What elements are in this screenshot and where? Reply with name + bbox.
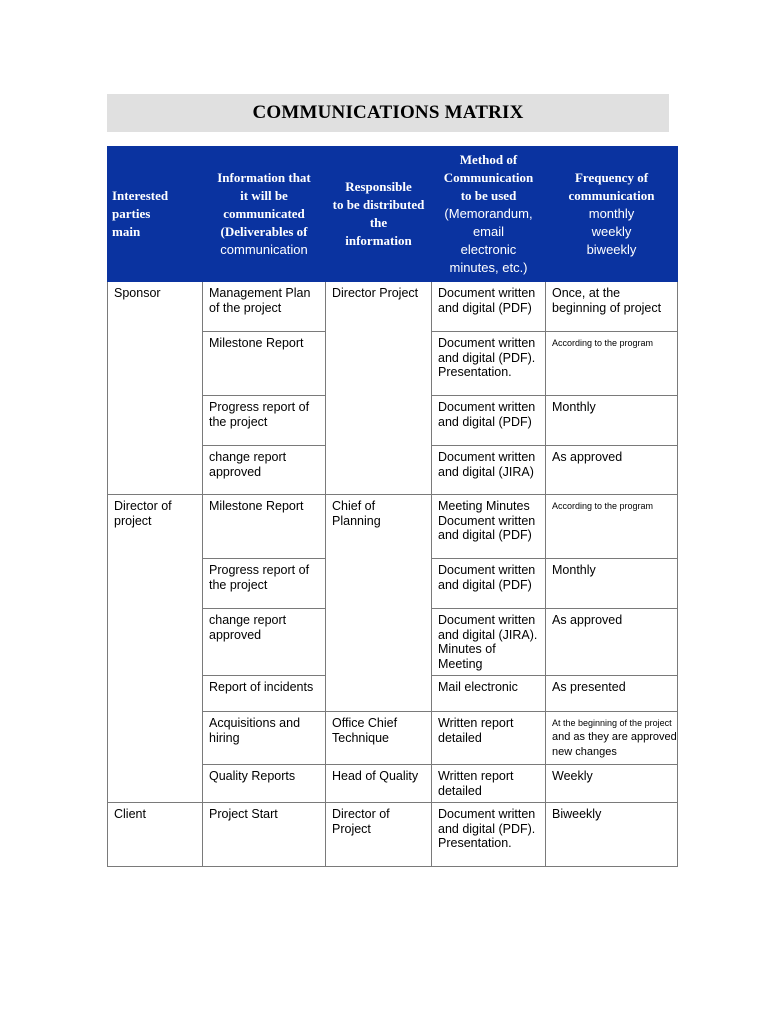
header-information <box>203 147 326 282</box>
table-header-row <box>108 147 678 282</box>
document-title: COMMUNICATIONS MATRIX <box>252 102 524 123</box>
frequency-line: new changes <box>552 746 617 758</box>
method-cell: Written report detailed <box>432 765 546 803</box>
header-line: communicated <box>223 206 305 221</box>
info-cell: change report approved <box>203 609 326 676</box>
frequency-cell: According to the program <box>546 332 678 396</box>
header-line: electronic <box>460 242 517 257</box>
method-cell: Document written and digital (PDF). Presentation. <box>432 803 546 867</box>
responsible-cell: Head of Quality <box>326 765 432 803</box>
info-cell: Milestone Report <box>203 495 326 559</box>
frequency-cell: According to the program <box>546 495 678 559</box>
party-cell: Client <box>108 803 203 867</box>
header-line: weekly <box>591 224 632 239</box>
frequency-line: and as they are approved <box>552 731 677 743</box>
info-cell: Management Plan of the project <box>203 282 326 332</box>
header-interested-parties <box>108 147 203 282</box>
header-line: it will be <box>240 188 288 203</box>
header-line: (Deliverables of <box>220 224 308 239</box>
party-cell: Director of project <box>108 495 203 803</box>
method-cell: Mail electronic <box>432 676 546 712</box>
header-line: to be used <box>460 188 517 203</box>
header-line: Information that <box>217 170 311 185</box>
header-line: main <box>112 224 141 239</box>
info-cell: Acquisitions and hiring <box>203 712 326 765</box>
header-line: Responsible <box>345 179 412 194</box>
header-line: communication <box>220 242 308 257</box>
method-cell: Written report detailed <box>432 712 546 765</box>
header-line: Method of <box>459 152 518 167</box>
header-line: monthly <box>588 206 635 221</box>
table-row <box>108 803 678 867</box>
header-line: Frequency of <box>574 170 649 185</box>
party-cell: Sponsor <box>108 282 203 495</box>
info-cell: Quality Reports <box>203 765 326 803</box>
header-method <box>432 147 546 282</box>
responsible-cell: Director of Project <box>326 803 432 867</box>
frequency-cell: As approved <box>546 446 678 495</box>
info-cell: change report approved <box>203 446 326 495</box>
frequency-cell: Monthly <box>546 396 678 446</box>
header-line: email <box>472 224 505 239</box>
method-cell: Meeting Minutes Document written and digital (PDF) <box>432 495 546 559</box>
info-cell: Milestone Report <box>203 332 326 396</box>
info-cell: Project Start <box>203 803 326 867</box>
info-cell: Progress report of the project <box>203 396 326 446</box>
title-bar <box>107 94 669 132</box>
header-line: information <box>345 233 412 248</box>
method-cell: Document written and digital (JIRA) <box>432 446 546 495</box>
responsible-cell: Director Project <box>326 282 432 495</box>
frequency-cell: Weekly <box>546 765 678 803</box>
header-line: the <box>369 215 388 230</box>
method-cell: Document written and digital (PDF) <box>432 396 546 446</box>
frequency-line: At the beginning of the project <box>552 718 672 728</box>
table-row <box>108 282 678 332</box>
frequency-cell: Biweekly <box>546 803 678 867</box>
header-line: Communication <box>443 170 534 185</box>
header-line: to be distributed <box>332 197 425 212</box>
info-cell: Progress report of the project <box>203 559 326 609</box>
method-cell: Document written and digital (JIRA). Minutes of Meeting <box>432 609 546 676</box>
communications-matrix-table <box>107 146 678 867</box>
header-line: communication <box>568 188 655 203</box>
frequency-cell: As approved <box>546 609 678 676</box>
info-cell: Report of incidents <box>203 676 326 712</box>
method-cell: Document written and digital (PDF) <box>432 282 546 332</box>
header-frequency <box>546 147 678 282</box>
header-line: minutes, etc.) <box>449 260 528 275</box>
frequency-cell <box>546 712 678 765</box>
frequency-cell: Monthly <box>546 559 678 609</box>
responsible-cell: Chief of Planning <box>326 495 432 712</box>
header-responsible <box>326 147 432 282</box>
frequency-cell: As presented <box>546 676 678 712</box>
frequency-cell: Once, at the beginning of project <box>546 282 678 332</box>
header-line: (Memorandum, <box>444 206 533 221</box>
header-line: biweekly <box>586 242 637 257</box>
method-cell: Document written and digital (PDF) <box>432 559 546 609</box>
table-row <box>108 495 678 559</box>
method-cell: Document written and digital (PDF). Presentation. <box>432 332 546 396</box>
responsible-cell: Office Chief Technique <box>326 712 432 765</box>
header-line: Interested parties <box>112 188 169 221</box>
